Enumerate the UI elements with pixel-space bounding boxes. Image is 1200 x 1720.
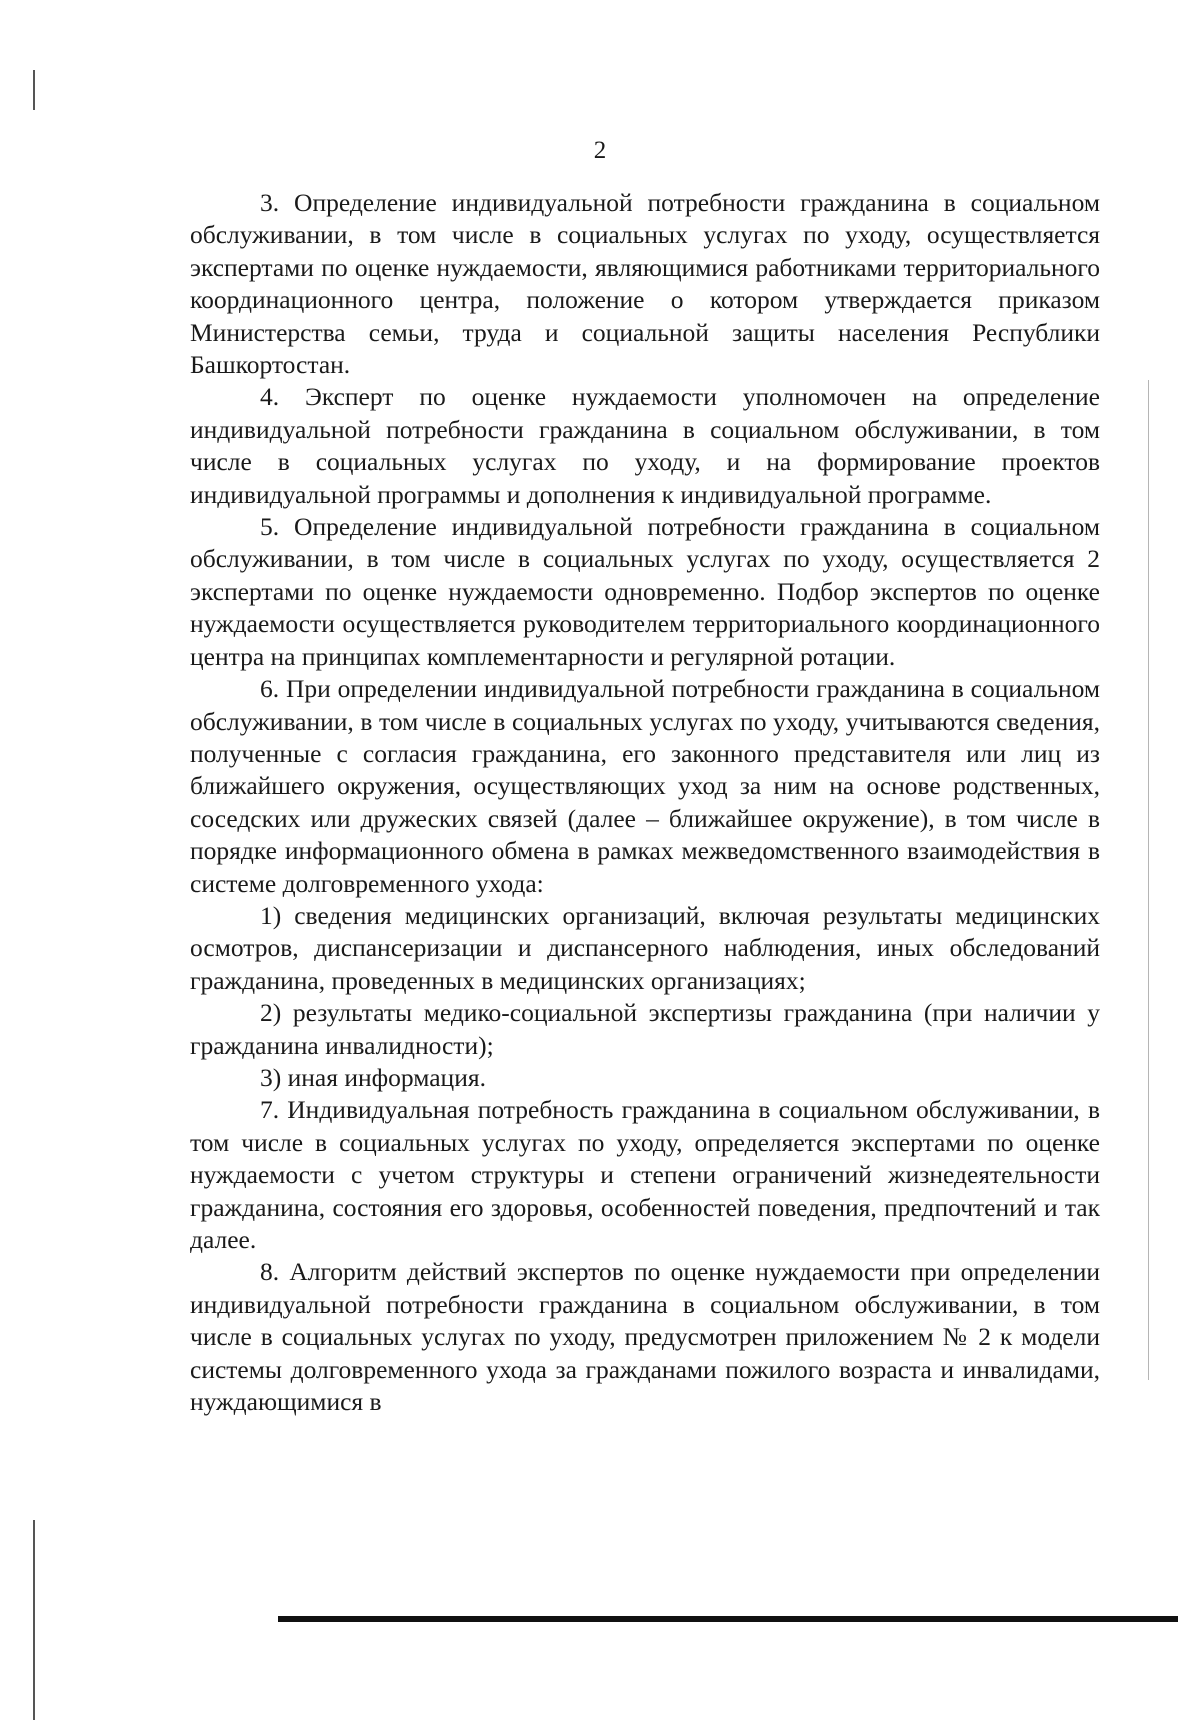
scan-edge-mark (33, 1520, 35, 1720)
page-number: 2 (593, 137, 607, 164)
paragraph-4: 4. Эксперт по оценке нуждаемости уполномочен на определение индивидуальной потребности гражданина в социальном обслуживании, в том числе в социальных услугах по уходу, и на формирование проектов индивидуальной программы и дополнения к индивидуальной программе. (190, 382, 1100, 509)
paragraph-7: 7. Индивидуальная потребность гражданина в социальном обслуживании, в том числе в социальных услугах по уходу, определяется экспертами по оценке нуждаемости с учетом структуры и степени ограничений жизнедеятельности гражданина, состояния его здоровья, особенностей поведения, предпочтений и так далее. (190, 1095, 1100, 1254)
scan-edge-mark (33, 70, 35, 110)
paragraph-3: 3. Определение индивидуальной потребности гражданина в социальном обслуживании, в том числе в социальных услугах по уходу, осуществляется экспертами по оценке нуждаемости, являющимися работниками территориального координационного центра, положение о котором утверждается приказом Министерства семьи, труда и социальной защиты населения Республики Башкортостан. (190, 188, 1100, 380)
list-item-3: 3) иная информация. (260, 1062, 486, 1092)
bottom-divider (278, 1616, 1178, 1622)
paragraph-6: 6. При определении индивидуальной потребности гражданина в социальном обслуживании, в том числе в социальных услугах по уходу, учитываются сведения, полученные с согласия гражданина, его законного представителя или лиц из ближайшего окружения, осуществляющих уход за ним на основе родственных, соседских или дружеских связей (далее – ближайшее окружение), в том числе в порядке информационного обмена в рамках межведомственного взаимодействия в системе долговременного ухода: (190, 674, 1100, 898)
paragraph-5: 5. Определение индивидуальной потребности гражданина в социальном обслуживании, в том числе в социальных услугах по уходу, осуществляется 2 экспертами по оценке нуждаемости одновременно. Подбор экспертов по оценке нуждаемости осуществляется руководителем территориального координационного центра на принципах комплементарности и регулярной ротации. (190, 512, 1100, 671)
document-body (190, 187, 1100, 1418)
list-item-2: 2) результаты медико-социальной экспертизы гражданина (при наличии у гражданина инвалидности); (190, 998, 1100, 1060)
paragraph-8: 8. Алгоритм действий экспертов по оценке нуждаемости при определении индивидуальной потребности гражданина в социальном обслуживании, в том числе в социальных услугах по уходу, предусмотрен приложением № 2 к модели системы долговременного ухода за гражданами пожилого возраста и инвалидами, нуждающимися в (190, 1257, 1100, 1417)
scan-edge-mark (1148, 380, 1149, 1380)
list-item-1: 1) сведения медицинских организаций, включая результаты медицинских осмотров, диспансеризации и диспансерного наблюдения, иных обследований гражданина, проведенных в медицинских организациях; (190, 900, 1100, 995)
